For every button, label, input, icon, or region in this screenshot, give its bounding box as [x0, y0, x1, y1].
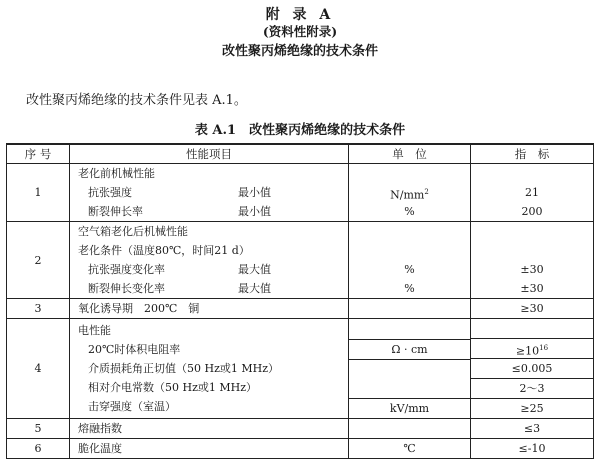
- row-item: [70, 439, 349, 459]
- row-value: [471, 319, 594, 419]
- value-cell: ±30: [520, 282, 544, 295]
- unit-cell: Ω · cm: [349, 340, 470, 360]
- unit-cell: kV/mm: [389, 401, 430, 415]
- value-cell: $\ge 10^{16}$: [471, 339, 593, 359]
- intro-paragraph: 改性聚丙烯绝缘的技术条件见表 A.1。: [26, 93, 247, 108]
- item-name: 20℃时体积电阻率: [88, 343, 181, 356]
- unit-cell: %: [404, 282, 415, 295]
- value-cell: ≤-10: [471, 439, 594, 459]
- item-qualifier: 最大值: [238, 263, 271, 276]
- col-header-no: 序 号: [7, 144, 70, 164]
- row-number: 1: [7, 164, 70, 222]
- value-cell: ≥25: [520, 402, 544, 415]
- unit-cell: [349, 419, 471, 439]
- row-item: [70, 419, 349, 439]
- group-label: 氧化诱导期 200℃ 铜: [78, 302, 200, 315]
- item-name: 断裂伸长变化率: [88, 282, 165, 295]
- item-name: 击穿强度（室温）: [88, 400, 176, 413]
- appendix-type: (资料性附录): [262, 24, 338, 39]
- row-unit: [349, 319, 471, 419]
- col-header-value: 指 标: [471, 144, 594, 164]
- row-number: 6: [7, 439, 70, 459]
- item-name: 介质损耗角正切值（50 Hz或1 MHz）: [88, 362, 280, 375]
- item-name: 抗张强度变化率: [88, 263, 165, 276]
- unit-cell: %: [404, 205, 415, 218]
- row-value: [471, 164, 594, 222]
- row-number: 5: [7, 419, 70, 439]
- row-item: [70, 222, 349, 299]
- condition-label: 老化条件（温度80℃，时间21 d）: [78, 244, 250, 257]
- row-number: 4: [7, 319, 70, 419]
- value-cell: ≥30: [471, 299, 594, 319]
- table-caption: 表 A.1 改性聚丙烯绝缘的技术条件: [194, 123, 406, 138]
- item-qualifier: 最小值: [238, 186, 271, 199]
- row-unit: [349, 164, 471, 222]
- row-item: [70, 299, 349, 319]
- unit-cell: [349, 299, 471, 319]
- row-number: 2: [7, 222, 70, 299]
- item-qualifier: 最大值: [238, 282, 271, 295]
- item-qualifier: 最小值: [238, 205, 271, 218]
- group-label: 脆化温度: [78, 442, 122, 455]
- col-header-unit: 单 位: [349, 144, 471, 164]
- table-row: [7, 222, 594, 299]
- row-item: [70, 319, 349, 419]
- item-name: 抗张强度: [88, 186, 132, 199]
- appendix-title: 附 录 A: [265, 7, 335, 23]
- value-cell: ≤3: [471, 419, 594, 439]
- value-cell: 2～3: [471, 379, 593, 399]
- unit-cell: %: [404, 263, 415, 276]
- value-cell: ±30: [520, 263, 544, 276]
- table-row: [7, 419, 594, 439]
- value-cell: 21: [525, 186, 539, 199]
- value-cell: 200: [521, 205, 543, 218]
- group-label: 电性能: [78, 324, 111, 337]
- table-row: [7, 319, 594, 419]
- unit-cell: $N/mm^2$: [390, 188, 429, 202]
- row-unit: [349, 222, 471, 299]
- document-title: 改性聚丙烯绝缘的技术条件: [221, 44, 378, 59]
- row-value: [471, 222, 594, 299]
- table-header-row: [7, 144, 594, 164]
- group-label: 熔融指数: [78, 422, 122, 435]
- item-name: 断裂伸长率: [88, 205, 143, 218]
- item-name: 相对介电常数（50 Hz或1 MHz）: [88, 381, 258, 394]
- table-row: [7, 164, 594, 222]
- table-row: [7, 439, 594, 459]
- spec-table: [6, 143, 594, 459]
- value-cell: ≤0.005: [471, 359, 593, 379]
- group-label: 空气箱老化后机械性能: [78, 225, 188, 238]
- row-item: [70, 164, 349, 222]
- group-label: 老化前机械性能: [78, 167, 155, 180]
- col-header-item: 性能项目: [70, 144, 349, 164]
- table-row: [7, 299, 594, 319]
- row-number: 3: [7, 299, 70, 319]
- unit-cell: ℃: [349, 439, 471, 459]
